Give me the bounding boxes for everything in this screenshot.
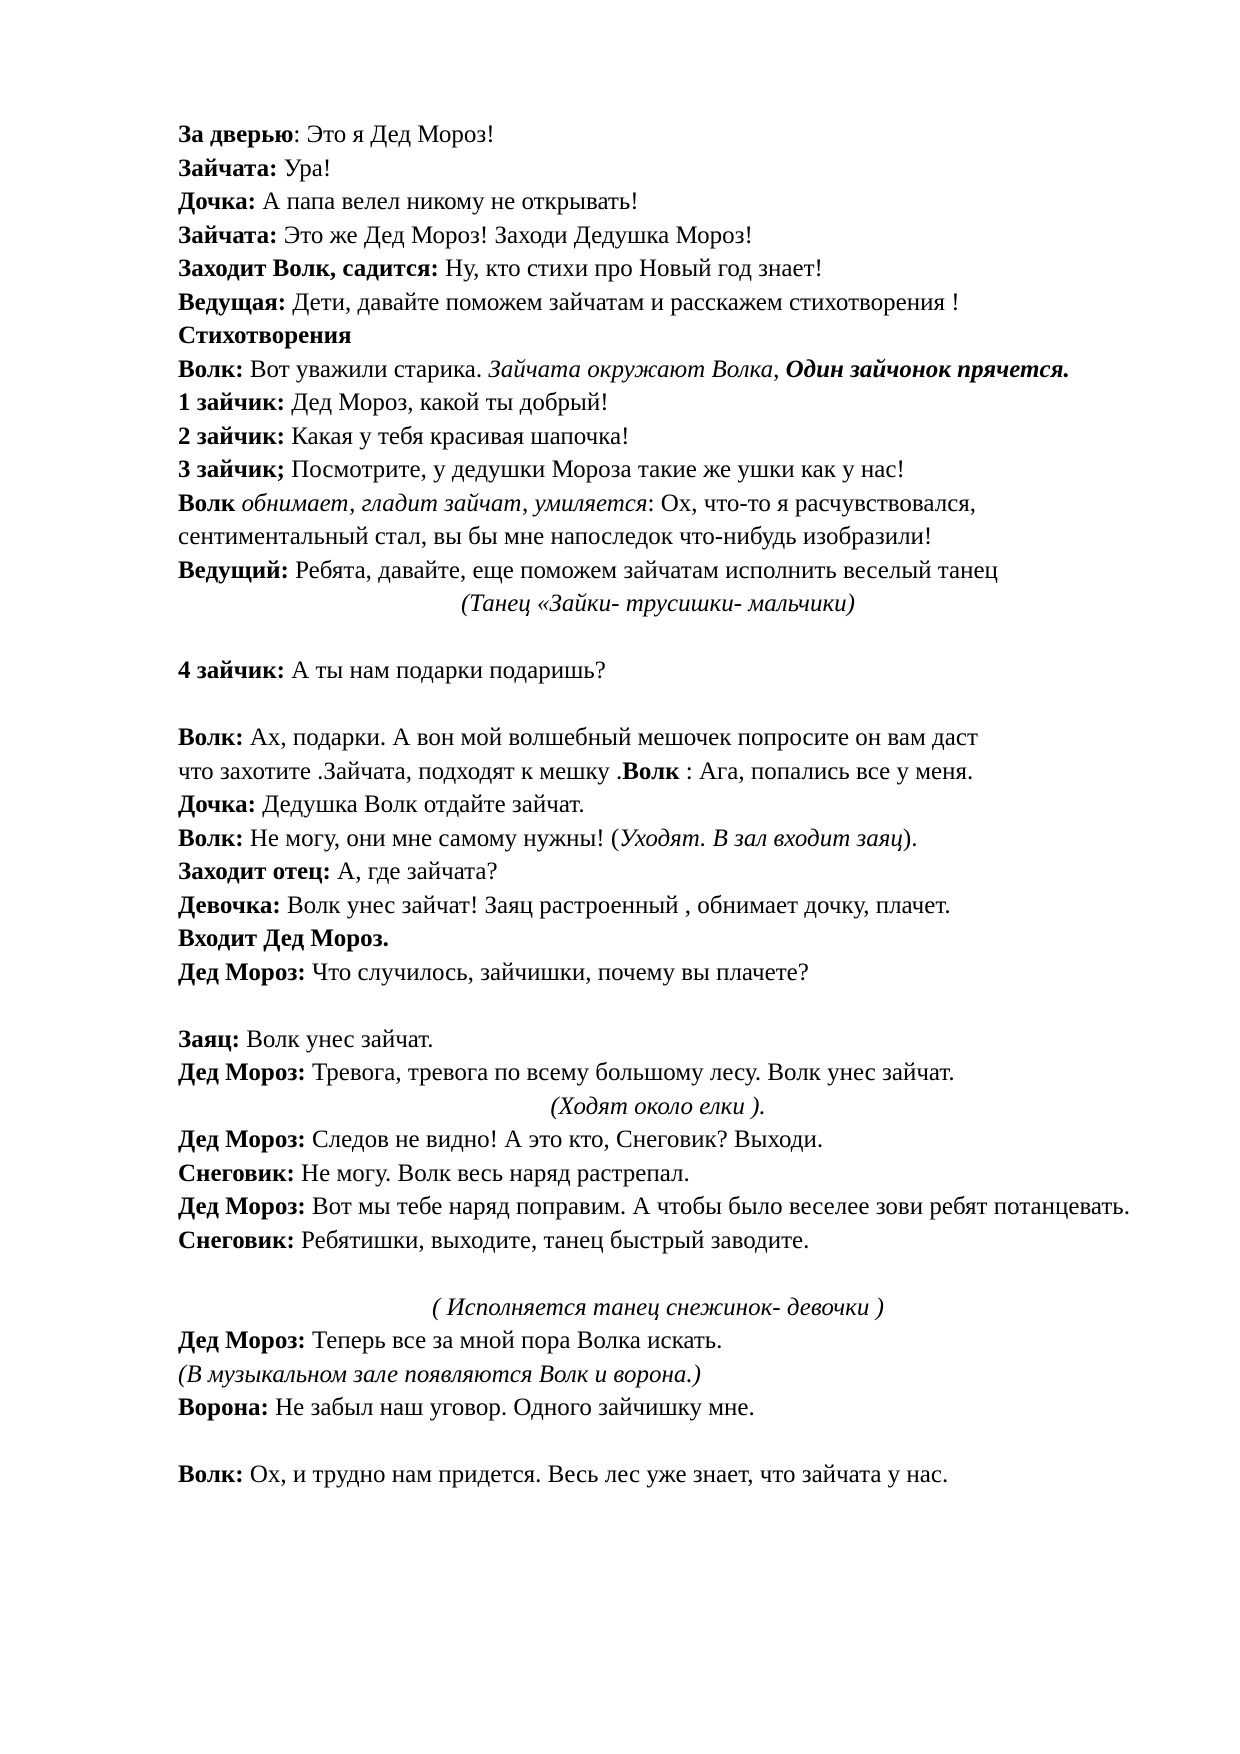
speaker-label: Зайчата: [178, 221, 278, 249]
dialogue-line [178, 386, 1138, 420]
line-text: Что случилось, зайчишки, почему вы плачете? [305, 958, 809, 986]
dialogue-line [178, 956, 1138, 990]
speaker-label: Дед Мороз: [178, 958, 306, 986]
dialogue-line [178, 420, 1138, 454]
dialogue-line [178, 286, 1138, 320]
stage-direction: Зайчата окружают Волка [488, 355, 774, 383]
dialogue-line [178, 1023, 1138, 1057]
line-text: Какая у тебя красивая шапочка! [284, 422, 630, 450]
speaker-label: Волк: [178, 824, 244, 852]
speaker-label: 3 зайчик; [178, 456, 285, 483]
line-text: Дедушка Волк отдайте зайчат. [256, 791, 585, 818]
dialogue-line [178, 1190, 1138, 1224]
speaker-label: Дед Мороз: [178, 1327, 306, 1354]
dialogue-line [178, 922, 1138, 956]
line-text: Ура! [277, 154, 332, 182]
speaker-label: Волк: [178, 1461, 244, 1488]
stage-direction: (Танец «Зайки- трусишки- мальчики) [460, 590, 855, 617]
dialogue-line [178, 1056, 1138, 1090]
blank-line [178, 688, 1138, 722]
speaker-label: Ворона: [178, 1394, 269, 1421]
speaker-label: Волк [178, 489, 236, 517]
line-text: Дед Мороз, какой ты добрый! [284, 389, 609, 416]
line-text: : Ох, что-то я расчувствовался, [647, 489, 977, 517]
dialogue-line [178, 1391, 1138, 1425]
line-text: Ребята, давайте, еще поможем зайчатам исполнить веселый танец [288, 556, 998, 584]
dialogue-line [178, 353, 1138, 387]
line-text: что захотите .Зайчата, подходят к мешку . [178, 757, 623, 785]
speaker-label: 4 зайчик: [178, 657, 285, 684]
dialogue-line [178, 721, 1138, 755]
speaker-label: Снеговик: [178, 1226, 295, 1254]
dialogue-line [178, 1123, 1138, 1157]
line-text: Волк унес зайчат! Заяц растроенный , обнимает дочку, плачет. [280, 891, 951, 919]
dialogue-line [178, 1324, 1138, 1358]
dialogue-line [178, 319, 1138, 353]
speaker-label: Дед Мороз: [178, 1059, 306, 1086]
speaker-label: Ведущий: [178, 556, 289, 584]
line-text: ). [902, 824, 918, 852]
line-text: сентиментальный стал, вы бы мне напоследок что-нибудь изобразили! [178, 523, 933, 550]
dialogue-line [178, 487, 1138, 521]
speaker-label: Снеговик: [178, 1159, 295, 1187]
dialogue-line [178, 152, 1138, 186]
line-text: Ребятишки, выходите, танец быстрый заводите. [294, 1226, 810, 1254]
line-text: Не могу, они мне самому нужны! ( [243, 824, 620, 852]
dialogue-line [178, 453, 1138, 487]
stage-direction-line [178, 1291, 1138, 1325]
dialogue-line [178, 855, 1138, 889]
speaker-label: Входит Дед Мороз. [178, 925, 389, 952]
line-text: Вот уважили старика. [243, 355, 489, 383]
speaker-label: Волк [622, 757, 680, 785]
line-text: Это же Дед Мороз! Заходи Дедушка Мороз! [277, 221, 753, 249]
line-text: Ох, и трудно нам придется. Весь лес уже знает, что зайчата у нас. [243, 1461, 949, 1488]
dialogue-line [178, 654, 1138, 688]
dialogue-line [178, 118, 1138, 152]
script-text [178, 118, 1138, 1492]
dialogue-line [178, 1224, 1138, 1258]
blank-line [178, 1425, 1138, 1459]
stage-direction: (Ходят около елки ). [550, 1092, 766, 1120]
speaker-label: Ведущая: [178, 288, 287, 316]
stage-direction: обнимает, гладит зайчат, умиляется [241, 489, 648, 517]
speaker-label: 2 зайчик: [178, 422, 285, 450]
line-text: Ах, подарки. А вон мой волшебный мешочек попросите он вам даст [243, 724, 978, 751]
dialogue-line [178, 889, 1138, 923]
line-text: А ты нам подарки подаришь? [284, 657, 606, 684]
speaker-label: Заяц: [178, 1025, 240, 1053]
blank-line [178, 621, 1138, 655]
line-text: Дети, давайте поможем зайчатам и расскажем стихотворения ! [286, 288, 960, 316]
speaker-label: Заходит Волк, садится: [178, 255, 439, 282]
line-text: Вот мы тебе наряд поправим. А чтобы было веселее зови ребят потанцевать. [305, 1193, 1130, 1220]
speaker-label: Дед Мороз: [178, 1126, 306, 1153]
speaker-label: Дочка: [178, 188, 257, 215]
line-text: Посмотрите, у дедушки Мороза такие же ушки как у нас! [284, 456, 905, 483]
speaker-label: 1 зайчик: [178, 389, 285, 416]
speaker-label: Дочка: [178, 791, 257, 818]
dialogue-line [178, 1358, 1138, 1392]
line-text: Волк унес зайчат. [239, 1025, 434, 1053]
speaker-label: Девочка: [178, 891, 281, 919]
speaker-label: Заходит отец: [178, 858, 331, 885]
dialogue-line [178, 252, 1138, 286]
blank-line [178, 989, 1138, 1023]
stage-direction-line [178, 1090, 1138, 1124]
line-text: А папа велел никому не открывать! [256, 188, 639, 215]
stage-direction: Уходят. В зал входит заяц [619, 824, 903, 852]
stage-direction: ( Исполняется танец снежинок- девочки ) [432, 1293, 884, 1321]
speaker-label: Зайчата: [178, 154, 278, 182]
line-text: , [773, 355, 786, 383]
stage-direction-line [178, 587, 1138, 621]
line-text: : Ага, попались все у меня. [679, 757, 974, 785]
dialogue-line [178, 822, 1138, 856]
line-text: А, где зайчата? [330, 858, 498, 885]
speaker-label: За дверью [178, 121, 294, 148]
stage-direction-bold: Один зайчонок прячется. [785, 355, 1070, 383]
dialogue-line [178, 554, 1138, 588]
dialogue-line [178, 755, 1138, 789]
dialogue-line [178, 1458, 1138, 1492]
line-text: Не могу. Волк весь наряд растрепал. [294, 1159, 690, 1187]
blank-line [178, 1257, 1138, 1291]
dialogue-line [178, 219, 1138, 253]
line-text: Ну, кто стихи про Новый год знает! [438, 255, 823, 282]
dialogue-line [178, 520, 1138, 554]
dialogue-line [178, 185, 1138, 219]
line-text: Теперь все за мной пора Волка искать. [305, 1327, 723, 1354]
dialogue-line [178, 788, 1138, 822]
speaker-label: Дед Мороз: [178, 1193, 306, 1220]
line-text: Следов не видно! А это кто, Снеговик? Выходи. [305, 1126, 824, 1153]
line-text: : Это я Дед Мороз! [293, 121, 495, 148]
line-text: Не забыл наш уговор. Одного зайчишку мне. [268, 1394, 755, 1421]
speaker-label: Волк: [178, 355, 244, 383]
line-text: Тревога, тревога по всему большому лесу. Волк унес зайчат. [305, 1059, 955, 1086]
speaker-label: Волк: [178, 724, 244, 751]
speaker-label: Стихотворения [178, 322, 352, 349]
dialogue-line [178, 1157, 1138, 1191]
stage-direction: (В музыкальном зале появляются Волк и ворона.) [178, 1360, 701, 1388]
